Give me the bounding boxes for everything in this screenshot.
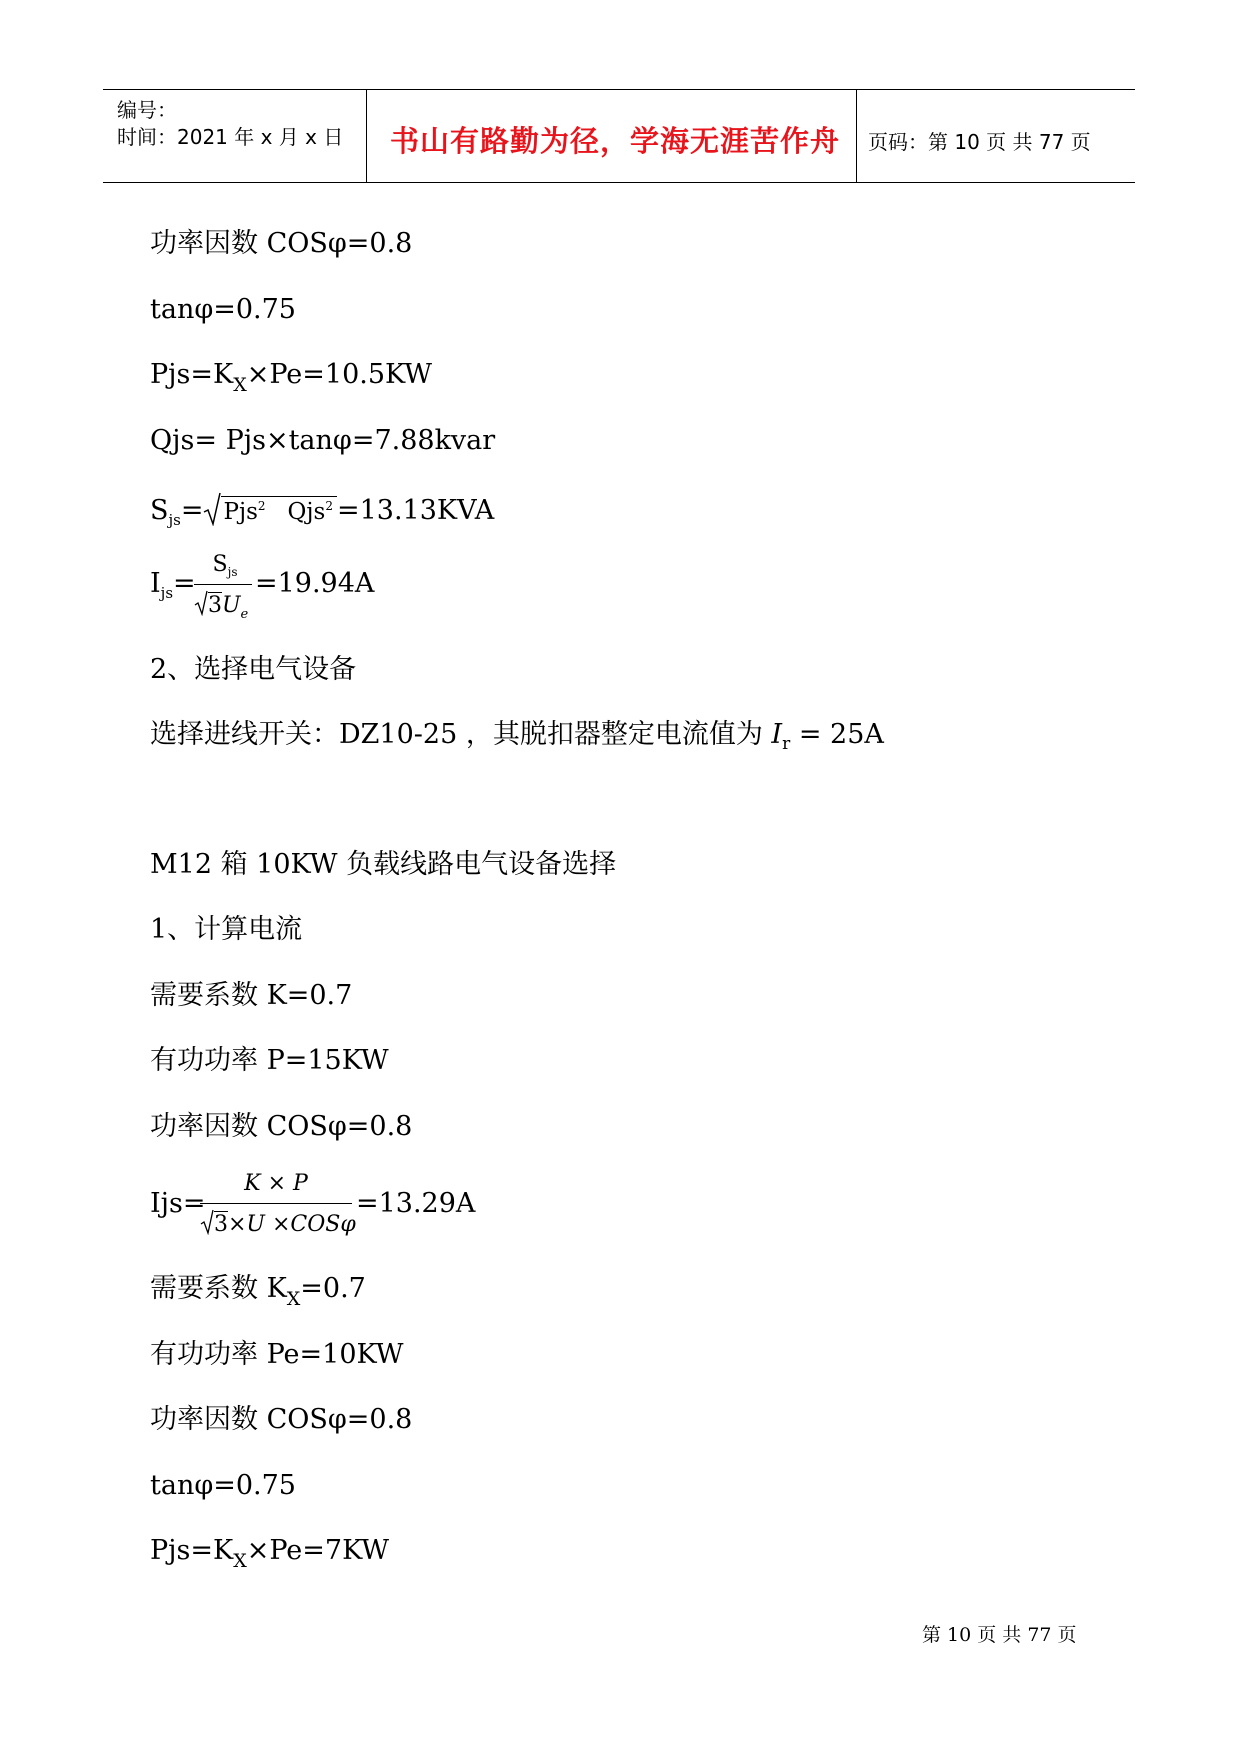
- line-active-power-1: 有功功率 P=15KW: [150, 1045, 389, 1076]
- header-divider-left: [366, 89, 367, 182]
- line-select-switch: [150, 721, 884, 753]
- line-pjs-1: [150, 361, 432, 395]
- ijs-1-den-3: 3: [208, 593, 222, 618]
- ijs-1-den-u: U: [222, 593, 241, 618]
- line-pjs-2: [150, 1537, 389, 1571]
- line-power-factor-3: 功率因数 COSφ=0.8: [150, 1404, 413, 1435]
- sjs-qjs-exponent: 2: [325, 499, 333, 513]
- ijs-1-num-subscript: js: [227, 565, 238, 579]
- pjs-1-part-a: Pjs=K: [150, 359, 234, 390]
- ijs-2-numerator: K × P: [244, 1171, 308, 1196]
- line-tan-2: tanφ=0.75: [150, 1470, 296, 1501]
- switch-current-value: = 25A: [790, 719, 884, 750]
- demand-2-part-a: 需要系数 K: [150, 1273, 287, 1304]
- sjs-pjs-exponent: 2: [257, 499, 266, 513]
- heading-m12-box: M12 箱 10KW 负载线路电气设备选择: [150, 849, 617, 880]
- ijs-1-sqrt-icon: [194, 590, 208, 616]
- header-motto: 书山有路勤为径，学海无涯苦作舟: [390, 124, 841, 158]
- sjs-equals: =: [180, 495, 204, 526]
- ijs-1-equals: =: [173, 568, 196, 599]
- sjs-subscript: js: [168, 511, 181, 529]
- pjs-1-part-c: ×Pe=10.5KW: [246, 359, 432, 390]
- page-footer: 第 10 页 共 77 页: [922, 1624, 1077, 1646]
- line-power-factor-2: 功率因数 COSφ=0.8: [150, 1111, 413, 1142]
- ijs-2-den-3: 3: [214, 1212, 228, 1237]
- header-top-rule: [103, 89, 1135, 90]
- pjs-2-part-a: Pjs=K: [150, 1535, 234, 1566]
- line-active-power-2: 有功功率 Pe=10KW: [150, 1339, 404, 1370]
- sjs-pjs: Pjs: [223, 499, 258, 525]
- line-tan-1: tanφ=0.75: [150, 294, 296, 325]
- ijs-1-numerator: [198, 552, 252, 579]
- demand-2-subscript: X: [286, 1288, 301, 1310]
- ijs-1-fraction-bar: [194, 584, 252, 585]
- sqrt-sign-icon: [203, 492, 221, 526]
- header-bottom-rule: [103, 182, 1135, 183]
- switch-current-symbol: I: [771, 719, 783, 750]
- sjs-radicand: [221, 496, 337, 525]
- ijs-1-result: =19.94A: [255, 568, 375, 599]
- header-page-label: 页码：第 10 页 共 77 页: [868, 130, 1091, 154]
- ijs-2-left: Ijs=: [150, 1188, 206, 1219]
- ijs-2-den-rest: ×U ×COSφ: [228, 1212, 356, 1237]
- header-number-label: 编号：: [117, 98, 177, 122]
- ijs-1-denominator: [194, 590, 256, 622]
- line-power-factor-1: 功率因数 COSφ=0.8: [150, 228, 413, 259]
- sjs-qjs: Qjs: [287, 499, 326, 525]
- switch-text: 选择进线开关：DZ10-25 ，其脱扣器整定电流值为: [150, 719, 772, 750]
- line-ijs-1-left: [150, 570, 196, 601]
- pjs-2-part-c: ×Pe=7KW: [246, 1535, 390, 1566]
- ijs-2-result: =13.29A: [356, 1188, 476, 1219]
- pjs-2-subscript: X: [233, 1550, 247, 1572]
- line-sjs: [150, 492, 494, 528]
- switch-current-subscript: r: [782, 734, 791, 754]
- ijs-2-denominator: [200, 1209, 360, 1237]
- sjs-symbol: S: [150, 495, 169, 526]
- demand-2-part-c: =0.7: [300, 1273, 366, 1304]
- line-demand-factor-2: [150, 1275, 366, 1309]
- line-qjs: Qjs= Pjs×tanφ=7.88kvar: [150, 425, 496, 456]
- header-time-label: 时间：2021 年 x 月 x 日: [117, 125, 344, 149]
- ijs-1-den-e: e: [240, 607, 249, 622]
- line-demand-factor-1: 需要系数 K=0.7: [150, 980, 353, 1011]
- header-divider-right: [856, 89, 857, 182]
- ijs-1-num-s: S: [212, 552, 228, 577]
- ijs-2-fraction-bar: [200, 1203, 352, 1204]
- heading-calc-current: 1、计算电流: [150, 914, 303, 945]
- heading-select-equipment: 2、选择电气设备: [150, 654, 357, 685]
- ijs-2-sqrt-icon: [200, 1209, 214, 1235]
- pjs-1-subscript: X: [233, 374, 247, 396]
- sjs-result: =13.13KVA: [336, 495, 495, 526]
- ijs-1-subscript: js: [160, 584, 174, 602]
- ijs-1-symbol: I: [150, 568, 161, 599]
